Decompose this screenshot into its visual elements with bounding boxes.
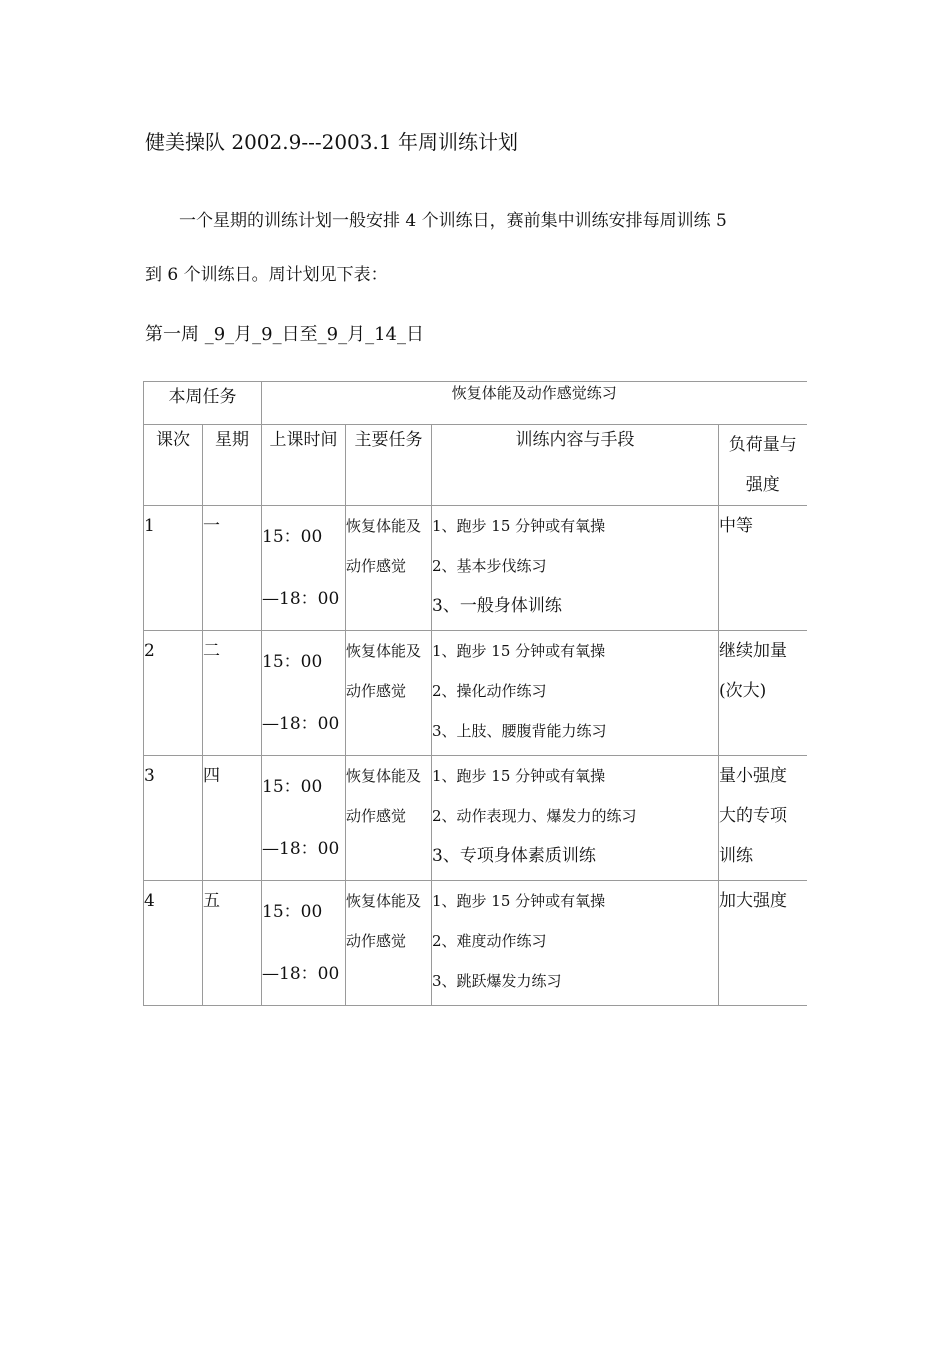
header-row: [144, 425, 807, 506]
weekday: 一: [203, 506, 262, 631]
weekday: 五: [203, 881, 262, 1006]
lesson-number: 4: [144, 881, 203, 1006]
lesson-number: 2: [144, 631, 203, 756]
training-content: 1、跑步 15 分钟或有氧操 2、操化动作练习 3、上肢、腰腹背能力练习: [432, 631, 719, 756]
week-label: 第一周 _9_月_9_日至_9_月_14_日: [145, 324, 424, 345]
header-load: 负荷量与 强度: [719, 425, 807, 506]
load-intensity: 加大强度: [719, 881, 807, 1006]
header-lesson: 课次: [144, 425, 203, 506]
table-row: [144, 506, 807, 631]
lesson-number: 1: [144, 506, 203, 631]
header-content: 训练内容与手段: [432, 425, 719, 506]
load-intensity: 量小强度 大的专项 训练: [719, 756, 807, 881]
training-content: 1、跑步 15 分钟或有氧操 2、基本步伐练习 3、一般身体训练: [432, 506, 719, 631]
load-intensity: 中等: [719, 506, 807, 631]
main-task: 恢复体能及 动作感觉: [346, 506, 432, 631]
weekly-plan-table: [143, 381, 807, 1006]
main-task: 恢复体能及 动作感觉: [346, 631, 432, 756]
table-row: [144, 881, 807, 1006]
class-time: 15：00 —18：00: [262, 756, 346, 881]
lesson-number: 3: [144, 756, 203, 881]
main-task: 恢复体能及 动作感觉: [346, 881, 432, 1006]
main-task: 恢复体能及 动作感觉: [346, 756, 432, 881]
intro-line-1: 一个星期的训练计划一般安排 4 个训练日，赛前集中训练安排每周训练 5: [179, 211, 727, 231]
table-row: [144, 631, 807, 756]
training-content: 1、跑步 15 分钟或有氧操 2、难度动作练习 3、跳跃爆发力练习: [432, 881, 719, 1006]
class-time: 15：00 —18：00: [262, 506, 346, 631]
page-title: 健美操队 2002.9---2003.1 年周训练计划: [145, 130, 518, 154]
training-content: 1、跑步 15 分钟或有氧操 2、动作表现力、爆发力的练习 3、专项身体素质训练: [432, 756, 719, 881]
header-weekday: 星期: [203, 425, 262, 506]
task-label: 本周任务: [144, 382, 262, 425]
class-time: 15：00 —18：00: [262, 631, 346, 756]
load-intensity: 继续加量 (次大): [719, 631, 807, 756]
header-main-task: 主要任务: [346, 425, 432, 506]
intro-paragraph: [145, 194, 805, 302]
weekday: 二: [203, 631, 262, 756]
header-time: 上课时间: [262, 425, 346, 506]
intro-line-2: 到 6 个训练日。周计划见下表：: [145, 265, 388, 285]
task-row: [144, 382, 807, 425]
table-row: [144, 756, 807, 881]
task-value: 恢复体能及动作感觉练习: [262, 382, 807, 425]
class-time: 15：00 —18：00: [262, 881, 346, 1006]
weekday: 四: [203, 756, 262, 881]
